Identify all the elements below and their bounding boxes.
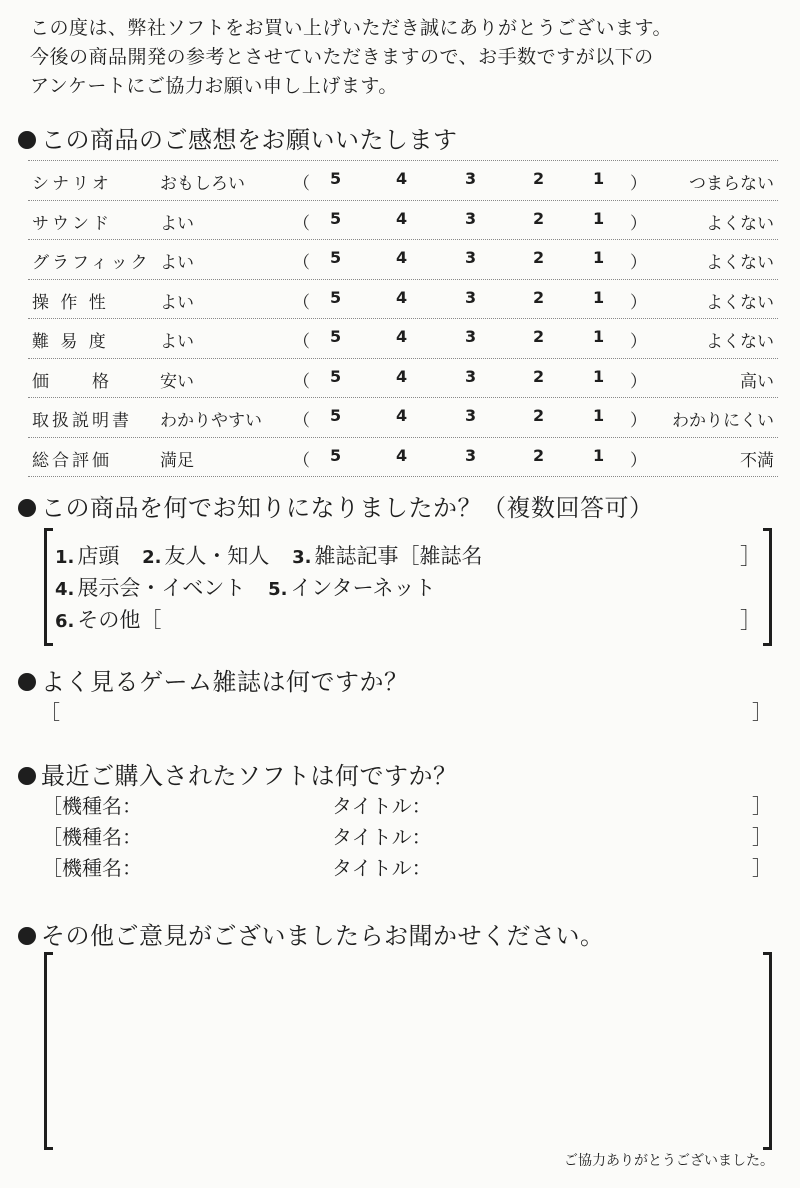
score-option[interactable]: 3 xyxy=(465,445,477,465)
rating-bad-label: わかりにくい xyxy=(672,411,774,431)
rating-item-label: 価 格 xyxy=(32,371,112,392)
option-friend[interactable]: 2. 友人・知人 xyxy=(142,544,270,568)
score-option[interactable]: 4 xyxy=(396,327,408,346)
section-comments-heading xyxy=(18,916,605,951)
score-option[interactable]: 3 xyxy=(465,208,477,228)
open-paren: （ xyxy=(293,253,310,273)
bullet-icon xyxy=(18,131,36,149)
title-input[interactable] xyxy=(445,821,745,847)
intro-text xyxy=(30,14,790,101)
close-bracket: ］ xyxy=(740,609,763,634)
rating-item-label: 操 作 性 xyxy=(32,292,109,313)
title-input[interactable] xyxy=(445,790,745,816)
score-option[interactable]: 2 xyxy=(533,406,545,425)
option-event[interactable]: 4. 展示会・イベント xyxy=(55,576,246,600)
score-option[interactable]: 2 xyxy=(533,248,545,267)
score-option[interactable]: 5 xyxy=(330,406,342,425)
close-paren: ） xyxy=(630,411,647,431)
score-option[interactable]: 3 xyxy=(465,287,477,307)
open-paren: （ xyxy=(293,450,310,471)
score-option[interactable]: 4 xyxy=(396,406,408,425)
rating-item-label: サウンド xyxy=(32,213,112,234)
score-option[interactable]: 3 xyxy=(465,248,477,267)
score-option[interactable]: 3 xyxy=(465,169,477,188)
score-option[interactable]: 5 xyxy=(330,327,342,346)
rating-bad-label: よくない xyxy=(706,292,774,313)
rating-good-label: よい xyxy=(160,332,194,352)
source-options-row xyxy=(55,572,452,602)
open-paren: （ xyxy=(293,213,310,234)
close-bracket: ］ xyxy=(740,545,763,570)
rating-row xyxy=(28,318,778,358)
rating-good-label: わかりやすい xyxy=(160,411,262,431)
comments-textarea[interactable] xyxy=(44,952,772,1150)
rating-item-label: 難 易 度 xyxy=(32,332,109,352)
close-bracket: ］ xyxy=(752,856,772,880)
rating-bad-label: よくない xyxy=(706,213,774,234)
score-option[interactable]: 3 xyxy=(465,327,477,346)
score-option[interactable]: 1 xyxy=(593,406,605,425)
score-option[interactable]: 1 xyxy=(593,169,605,188)
score-option[interactable]: 2 xyxy=(533,208,545,228)
rating-row xyxy=(28,239,778,279)
score-option[interactable]: 4 xyxy=(396,445,408,465)
rating-row xyxy=(28,279,778,319)
intro-line: 今後の商品開発の参考とさせていただきますので、お手数ですが以下の xyxy=(30,46,654,68)
bullet-icon xyxy=(18,673,36,691)
score-option[interactable]: 3 xyxy=(465,406,477,425)
rating-item-label: 総合評価 xyxy=(32,450,112,471)
open-paren: （ xyxy=(293,411,310,431)
title-label: タイトル： xyxy=(332,825,432,849)
close-paren: ） xyxy=(630,450,647,471)
section-source-heading xyxy=(18,488,654,523)
model-input[interactable] xyxy=(150,821,320,847)
section-title: よく見るゲーム雑誌は何ですか？ xyxy=(41,668,409,696)
score-option[interactable]: 2 xyxy=(533,445,545,465)
score-option[interactable]: 4 xyxy=(396,366,408,386)
rating-bad-label: 高い xyxy=(740,371,774,392)
score-option[interactable]: 5 xyxy=(330,248,342,267)
score-option[interactable]: 1 xyxy=(593,208,605,228)
rating-good-label: 満足 xyxy=(160,450,194,471)
rating-row xyxy=(28,200,778,240)
title-label: タイトル： xyxy=(332,856,432,880)
open-paren: （ xyxy=(293,371,310,392)
section-title: この商品のご感想をお願いいたします xyxy=(41,126,458,154)
rating-row xyxy=(28,358,778,398)
bullet-icon xyxy=(18,499,36,517)
close-paren: ） xyxy=(630,213,647,234)
rating-good-label: 安い xyxy=(160,371,194,392)
open-paren: （ xyxy=(293,174,310,194)
score-option[interactable]: 5 xyxy=(330,445,342,465)
close-paren: ） xyxy=(630,174,647,194)
section-rating-heading xyxy=(18,120,458,155)
score-option[interactable]: 1 xyxy=(593,327,605,346)
close-paren: ） xyxy=(630,253,647,273)
rating-row xyxy=(28,397,778,437)
model-label: ［機種名： xyxy=(42,825,142,849)
title-label: タイトル： xyxy=(332,794,432,818)
close-paren: ） xyxy=(630,371,647,392)
score-option[interactable]: 5 xyxy=(330,366,342,386)
rating-item-label: 取扱説明書 xyxy=(32,411,132,431)
intro-line: アンケートにご協力お願い申し上げます。 xyxy=(30,75,398,97)
option-other[interactable]: 6. その他［ xyxy=(55,608,162,632)
rating-item-label: シナリオ xyxy=(32,174,112,194)
score-option[interactable]: 2 xyxy=(533,366,545,386)
section-magazine-heading xyxy=(18,662,409,697)
section-recent-purchase-heading xyxy=(18,756,458,791)
rating-good-label: よい xyxy=(160,292,194,313)
rating-bad-label: よくない xyxy=(706,332,774,352)
intro-line: この度は、弊社ソフトをお買い上げいただき誠にありがとうございます。 xyxy=(30,17,672,39)
score-option[interactable]: 1 xyxy=(593,366,605,386)
bullet-icon xyxy=(18,767,36,785)
rating-bad-label: 不満 xyxy=(740,450,774,471)
open-paren: （ xyxy=(293,292,310,313)
bullet-icon xyxy=(18,927,36,945)
score-option[interactable]: 5 xyxy=(330,287,342,307)
score-option[interactable]: 2 xyxy=(533,287,545,307)
option-magazine[interactable]: 3. 雑誌記事［雑誌名 xyxy=(292,544,483,568)
source-options-row xyxy=(55,540,499,570)
option-storefront[interactable]: 1. 店頭 xyxy=(55,544,120,568)
close-paren: ） xyxy=(630,332,647,352)
magazine-field-open: ［ xyxy=(40,700,60,724)
score-option[interactable]: 4 xyxy=(396,287,408,307)
score-option[interactable]: 3 xyxy=(465,366,477,386)
model-input[interactable] xyxy=(150,790,320,816)
model-input[interactable] xyxy=(150,852,320,878)
score-option[interactable]: 5 xyxy=(330,208,342,228)
section-title: この商品を何でお知りになりましたか？（複数回答可） xyxy=(41,494,654,522)
rating-good-label: よい xyxy=(160,213,194,234)
score-option[interactable]: 5 xyxy=(330,169,342,188)
score-option[interactable]: 1 xyxy=(593,287,605,307)
rating-good-label: よい xyxy=(160,253,194,273)
model-label: ［機種名： xyxy=(42,794,142,818)
magazine-input[interactable] xyxy=(70,696,750,722)
close-bracket: ］ xyxy=(752,825,772,849)
rating-bad-label: よくない xyxy=(706,253,774,273)
open-paren: （ xyxy=(293,332,310,352)
magazine-field-close: ］ xyxy=(752,700,772,724)
rating-bad-label: つまらない xyxy=(689,174,774,194)
close-bracket: ］ xyxy=(752,794,772,818)
close-paren: ） xyxy=(630,292,647,313)
score-option[interactable]: 1 xyxy=(593,445,605,465)
section-title: その他ご意見がございましたらお聞かせください。 xyxy=(41,922,605,950)
model-label: ［機種名： xyxy=(42,856,142,880)
source-options-row xyxy=(55,604,177,634)
score-option[interactable]: 2 xyxy=(533,169,545,188)
option-internet[interactable]: 5. インターネット xyxy=(268,576,436,600)
section-title: 最近ご購入されたソフトは何ですか？ xyxy=(41,762,458,790)
closing-thanks: ご協力ありがとうございました。 xyxy=(564,1153,774,1169)
title-input[interactable] xyxy=(445,852,745,878)
rating-row xyxy=(28,437,778,478)
rating-row xyxy=(28,160,778,200)
score-option[interactable]: 4 xyxy=(396,208,408,228)
score-option[interactable]: 4 xyxy=(396,248,408,267)
score-option[interactable]: 2 xyxy=(533,327,545,346)
rating-good-label: おもしろい xyxy=(160,174,245,194)
rating-table xyxy=(28,160,778,477)
score-option[interactable]: 1 xyxy=(593,248,605,267)
rating-item-label: グラフィック xyxy=(32,253,151,273)
score-option[interactable]: 4 xyxy=(396,169,408,188)
